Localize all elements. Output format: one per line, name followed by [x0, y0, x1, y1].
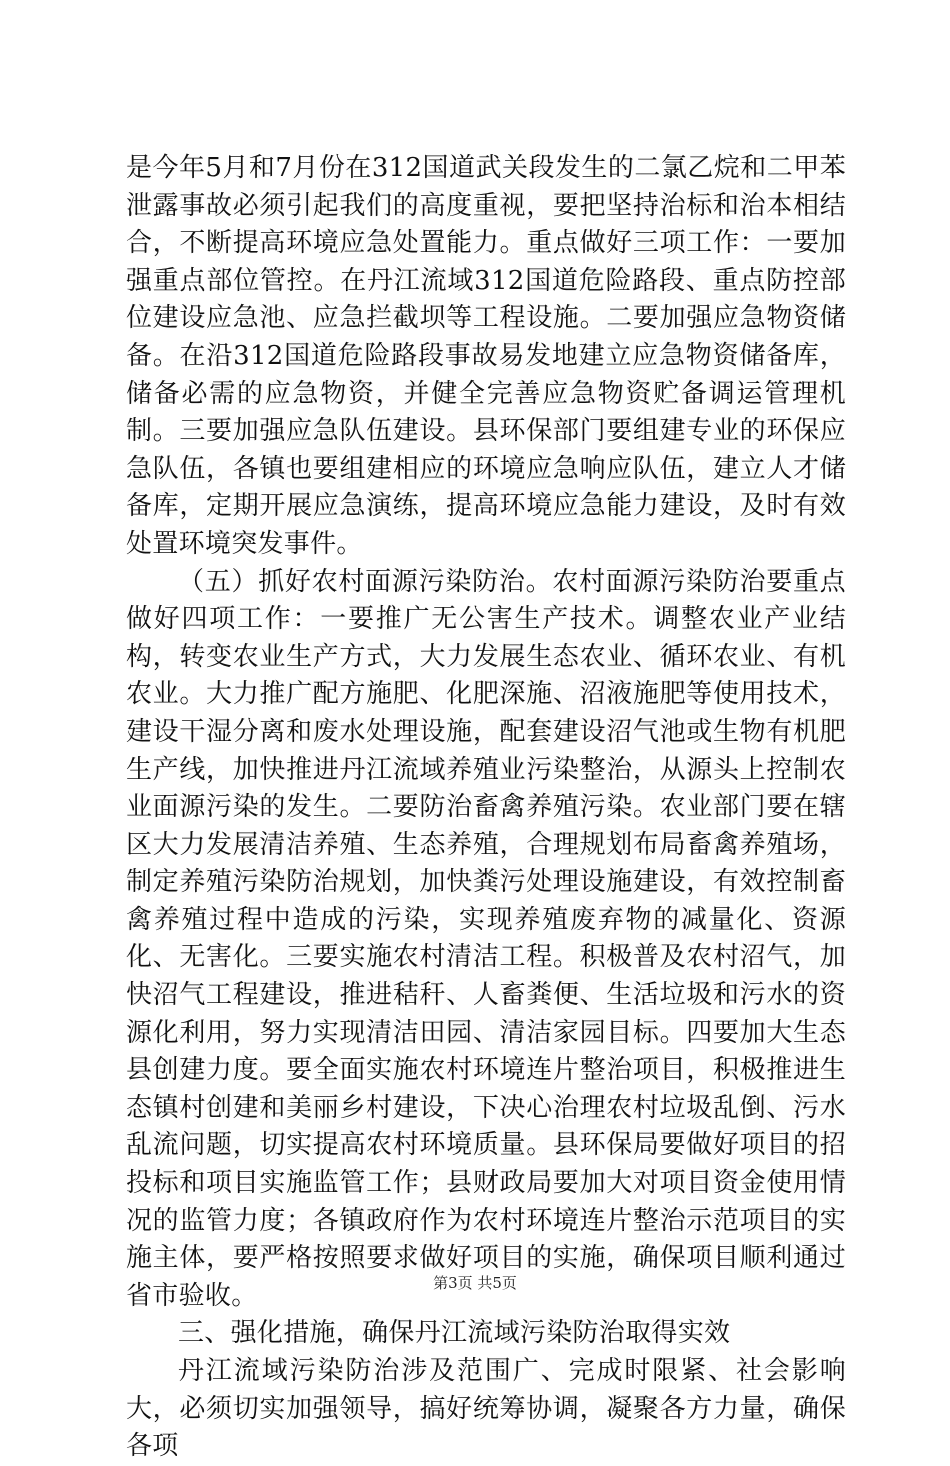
paragraph-continuation: 是今年5月和7月份在312国道武关段发生的二氯乙烷和二甲苯泄露事故必须引起我们的高度重视，要把坚持治标和治本相结合，不断提高环境应急处置能力。重点做好三项工作：一要加强重点部位管控。在丹江流域312国道危险路段、重点防控部位建设应急池、应急拦截坝等工程设施。二要加强应急物资储备。在沿312国道危险路段事故易发地建立应急物资储备库，储备必需的应急物资，并健全完善应急物资贮备调运管理机制。三要加强应急队伍建设。县环保部门要组建专业的环保应急队伍，各镇也要组建相应的环境应急响应队伍，建立人才储备库，定期开展应急演练，提高环境应急能力建设，及时有效处置环境突发事件。 [126, 153, 846, 559]
section-heading-three: 三、强化措施，确保丹江流域污染防治取得实效 [178, 1318, 731, 1349]
paragraph-section-three-intro: 丹江流域污染防治涉及范围广、完成时限紧、社会影响大，必须切实加强领导，搞好统筹协调，凝聚各方力量，确保各项 [126, 1356, 846, 1462]
document-body [126, 150, 846, 1466]
paragraph-section-five: （五）抓好农村面源污染防治。农村面源污染防治要重点做好四项工作：一要推广无公害生产技术。调整农业产业结构，转变农业生产方式，大力发展生态农业、循环农业、有机农业。大力推广配方施肥、化肥深施、沼液施肥等使用技术，建设干湿分离和废水处理设施，配套建设沼气池或生物有机肥生产线，加快推进丹江流域养殖业污染整治，从源头上控制农业面源污染的发生。二要防治畜禽养殖污染。农业部门要在辖区大力发展清洁养殖、生态养殖，合理规划布局畜禽养殖场，制定养殖污染防治规划，加快粪污处理设施建设，有效控制畜禽养殖过程中造成的污染，实现养殖废弃物的减量化、资源化、无害化。三要实施农村清洁工程。积极普及农村沼气，加快沼气工程建设，推进秸秆、人畜粪便、生活垃圾和污水的资源化利用，努力实现清洁田园、清洁家园目标。四要加大生态县创建力度。要全面实施农村环境连片整治项目，积极推进生态镇村创建和美丽乡村建设，下决心治理农村垃圾乱倒、污水乱流问题，切实提高农村环境质量。县环保局要做好项目的招投标和项目实施监管工作；县财政局要加大对项目资金使用情况的监管力度；各镇政府作为农村环境连片整治示范项目的实施主体，要严格按照要求做好项目的实施，确保项目顺利通过省市验收。 [126, 566, 846, 1311]
page-number-footer: 第3页 共5页 [433, 1274, 517, 1292]
